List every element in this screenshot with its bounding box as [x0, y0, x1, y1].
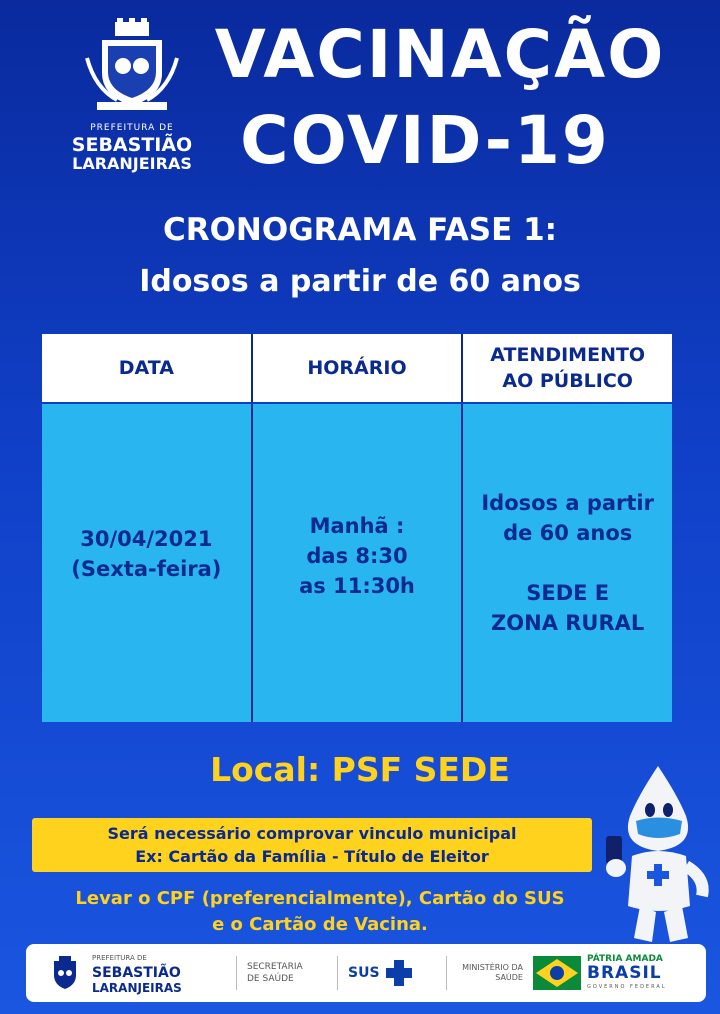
title-line1: VACINAÇÃO: [214, 16, 666, 93]
subtitle-line2: Idosos a partir de 60 anos: [139, 264, 581, 299]
cell-horario: [253, 404, 464, 722]
governo-federal-logo: [533, 952, 667, 994]
patria-amada-text: PÁTRIA AMADA: [587, 954, 663, 964]
weekday-value: (Sexta-feira): [71, 557, 222, 581]
brazil-flag-icon: [533, 956, 581, 990]
footer-pref-text: PREFEITURA DE: [92, 953, 147, 962]
secretaria-line1: SECRETARIA: [247, 962, 303, 972]
ministerio-saude-label: [457, 963, 523, 983]
zone-line1: SEDE E: [526, 581, 610, 605]
audience-line1: Idosos a partir: [481, 491, 654, 515]
footer-prefeitura-logo: [46, 951, 226, 996]
period-value: Manhã :: [309, 514, 405, 538]
audience-line2: de 60 anos: [503, 521, 633, 545]
prefeitura-logo: [52, 18, 212, 173]
date-value: 30/04/2021: [80, 527, 213, 551]
notice-line1: Será necessário comprovar vinculo municipal: [107, 824, 517, 843]
notice-line2: Ex: Cartão da Família - Título de Eleitor: [135, 847, 489, 866]
end-time-value: as 11:30h: [299, 574, 415, 598]
title-line2: COVID-19: [240, 102, 610, 179]
sus-text: SUS: [348, 965, 380, 981]
schedule-table: [42, 334, 672, 722]
instructions-line2: e o Cartão de Vacina.: [212, 914, 428, 935]
ministerio-line1: MINISTÉRIO DA: [462, 963, 523, 972]
logo-city-line2: LARANJEIRAS: [72, 154, 192, 173]
header-atendimento: [463, 334, 672, 402]
logo-prefeitura-text: PREFEITURA DE: [90, 123, 174, 133]
footer-logo-bar: [26, 944, 706, 1002]
start-time-value: das 8:30: [306, 544, 408, 568]
logo-city-line1: SEBASTIÃO: [71, 134, 193, 156]
divider: [446, 956, 447, 990]
footer-city-crest-icon: [46, 955, 84, 991]
divider: [236, 956, 237, 990]
header-atendimento-line1: ATENDIMENTO: [490, 344, 646, 366]
subtitle-line1: CRONOGRAMA FASE 1:: [162, 212, 558, 248]
secretaria-line2: DE SAÚDE: [247, 974, 294, 984]
table-row: [42, 404, 672, 722]
notice-box: [32, 818, 592, 872]
zone-line2: ZONA RURAL: [491, 611, 645, 635]
brasil-text: BRASIL: [587, 963, 662, 983]
governo-federal-text: GOVERNO FEDERAL: [587, 984, 667, 990]
ministerio-line2: SAÚDE: [495, 973, 523, 982]
divider: [337, 956, 338, 990]
cell-data: [42, 404, 253, 722]
cell-atendimento: [463, 404, 672, 722]
location-text: Local: PSF SEDE: [210, 750, 510, 789]
instructions-line1: Levar o CPF (preferencialmente), Cartão do SUS: [75, 888, 565, 909]
vaccine-mascot-icon: [598, 766, 716, 946]
sus-logo: [348, 958, 436, 988]
header-horario: HORÁRIO: [253, 334, 464, 402]
footer-city1: SEBASTIÃO: [92, 964, 181, 981]
header-atendimento-line2: AO PÚBLICO: [502, 370, 633, 392]
sus-cross-icon: [384, 958, 414, 988]
instructions-text: [20, 886, 620, 938]
city-crest-icon: [77, 18, 187, 113]
footer-city2: LARANJEIRAS: [92, 980, 182, 995]
table-header-row: [42, 334, 672, 402]
secretaria-saude-label: [247, 961, 327, 985]
header-data: DATA: [42, 334, 253, 402]
